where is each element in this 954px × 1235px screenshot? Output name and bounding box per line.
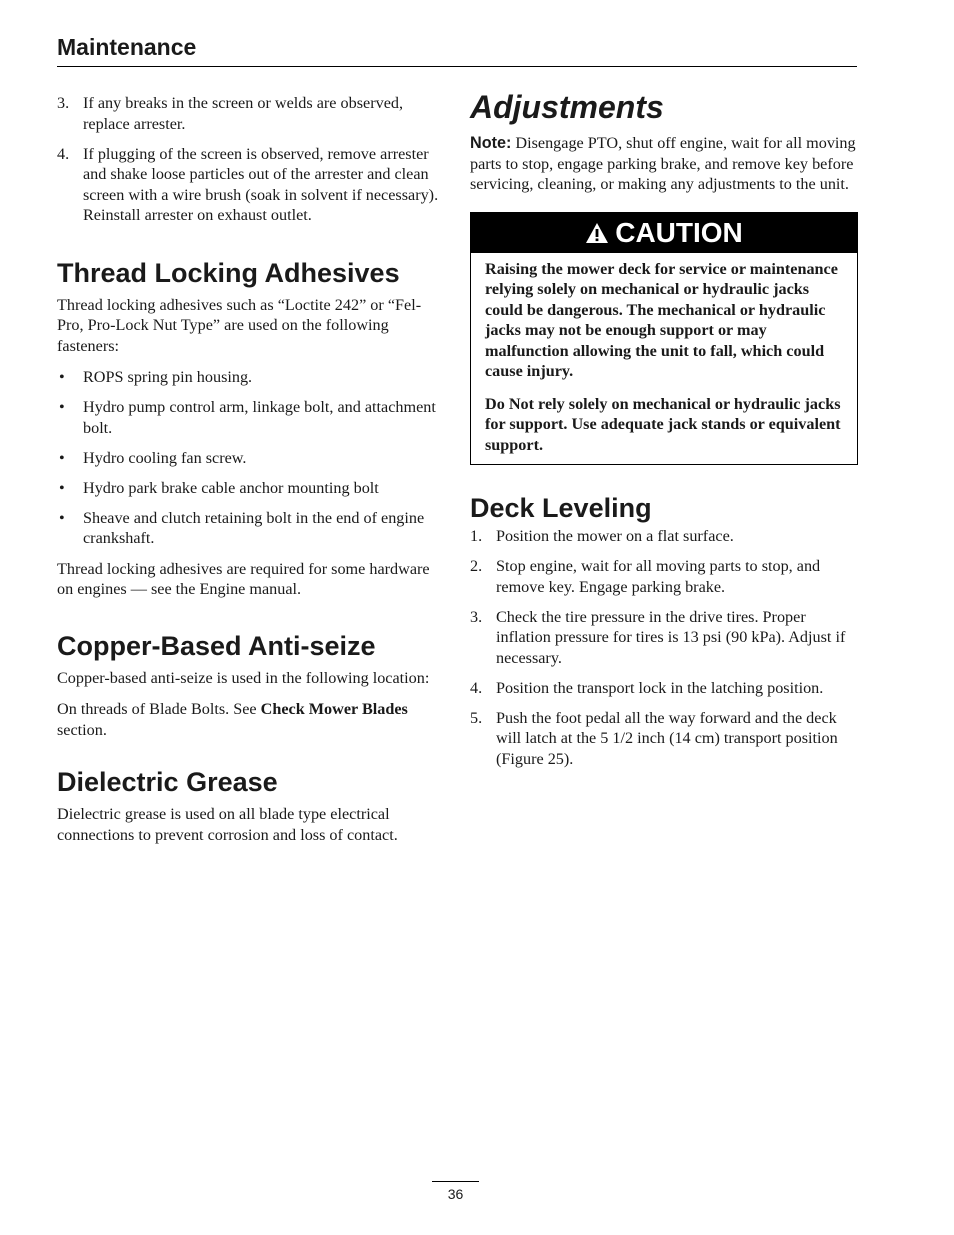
caution-body xyxy=(471,253,857,465)
bullet: • xyxy=(59,478,65,497)
list-item: 1. Position the mower on a flat surface. xyxy=(470,527,734,545)
copper-anti-seize-heading: Copper-Based Anti-seize xyxy=(57,630,376,661)
caution-label: CAUTION xyxy=(615,216,743,248)
thread-locking-heading: Thread Locking Adhesives xyxy=(57,257,400,288)
list-item: • Hydro pump control arm, linkage bolt, and attachment bolt. xyxy=(59,398,436,437)
right-column xyxy=(470,88,858,779)
list-item: 3. Check the tire pressure in the drive tires. Proper inflation pressure for tires is 13 psi (90 kPa). Adjust if necessary. xyxy=(470,607,846,667)
list-item: 5. Push the foot pedal all the way forward and the deck will latch at the 5 1/2 inch (14 cm) transport position (Figure 25). xyxy=(470,708,838,768)
dielectric-grease-heading: Dielectric Grease xyxy=(57,767,278,797)
section-title: Maintenance xyxy=(57,34,197,60)
deck-leveling-heading: Deck Leveling xyxy=(470,493,652,523)
footer-divider xyxy=(432,1181,479,1182)
list-item: 2. Stop engine, wait for all moving parts to stop, and remove key. Engage parking brake. xyxy=(470,557,821,596)
bullet: • xyxy=(59,368,65,386)
left-column xyxy=(57,88,447,856)
bullet: • xyxy=(59,508,65,527)
bullet: • xyxy=(59,448,65,467)
caution-text: Do Not rely solely on mechanical or hydraulic jacks for support. Use adequate jack stands or equivalent support. xyxy=(485,394,841,454)
list-item: • Hydro park brake cable anchor mounting bolt xyxy=(59,478,379,497)
intro-list xyxy=(57,93,447,226)
list-item: 3. If any breaks in the screen or welds are observed, replace arrester. xyxy=(57,94,404,133)
adjustments-heading: Adjustments xyxy=(470,89,664,125)
list-item: • ROPS spring pin housing. xyxy=(59,368,253,386)
bullet: • xyxy=(59,398,65,416)
caution-box xyxy=(470,212,858,466)
check-mower-blades-reference: Check Mower Blades xyxy=(260,700,408,718)
copper-anti-seize-location: On threads of Blade Bolts. See Check Mower Blades section. xyxy=(57,700,408,739)
list-item: 4. If plugging of the screen is observed, remove arrester and shake loose particles out of the arrester and clean screen with a wire brush (soak in solvent if necessary). Reinstall arrester on exhaust outlet. xyxy=(57,144,439,224)
thread-locking-outro: Thread locking adhesives are required for some hardware on engines — see the Engine manual. xyxy=(57,559,430,598)
page-header xyxy=(57,32,857,67)
fastener-list xyxy=(57,367,447,549)
warning-triangle-icon xyxy=(585,222,609,244)
list-item: 4. Position the transport lock in the latching position. xyxy=(470,678,824,697)
list-item: • Hydro cooling fan screw. xyxy=(59,448,247,467)
note-label: Note: xyxy=(470,134,512,152)
adjustments-note: Note: Disengage PTO, shut off engine, wait for all moving parts to stop, engage parking brake, and remove key before servicing, cleaning, or making any adjustments to the unit. xyxy=(470,134,856,193)
list-item: • Sheave and clutch retaining bolt in the end of engine crankshaft. xyxy=(59,508,425,547)
caution-text: Raising the mower deck for service or maintenance relying solely on mechanical or hydraulic jacks could be dangerous. The mechanical or hydraulic jacks may not be enough support or may malfunction allowing the unit to fall, which could cause injury. xyxy=(485,259,838,380)
deck-leveling-steps xyxy=(470,526,858,769)
dielectric-grease-text: Dielectric grease is used on all blade type electrical connections to prevent corrosion and loss of contact. xyxy=(57,805,398,844)
page-number: 36 xyxy=(447,1186,464,1202)
thread-locking-intro: Thread locking adhesives such as “Loctite 242” or “Fel-Pro, Pro-Lock Nut Type” are used on the following fasteners: xyxy=(57,295,422,355)
caution-header xyxy=(471,213,857,253)
copper-anti-seize-text: Copper-based anti-seize is used in the following location: xyxy=(57,668,430,687)
